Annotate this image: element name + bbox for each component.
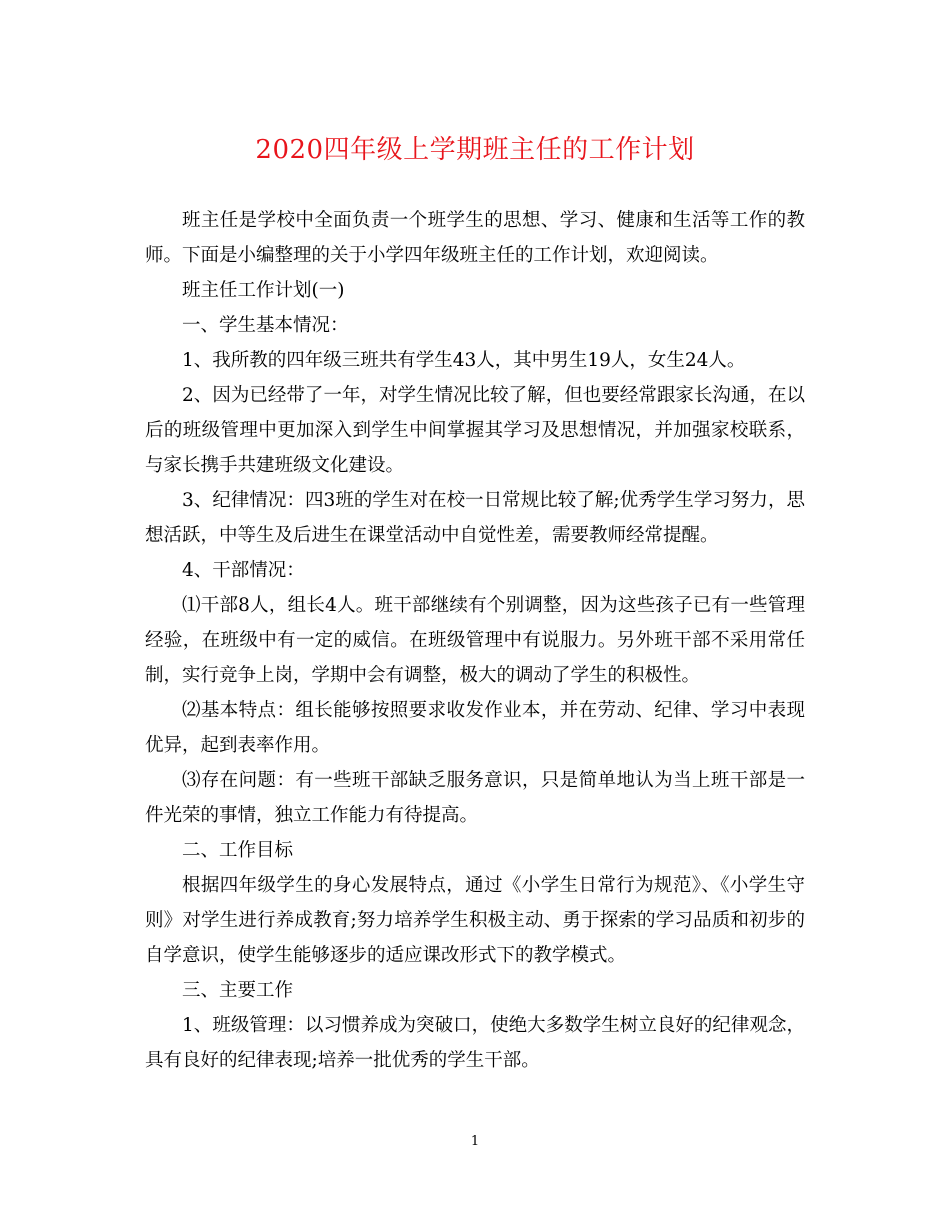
document-title: 2020四年级上学期班主任的工作计划 — [255, 135, 695, 165]
paragraph-section-3-heading: 三、主要工作 — [182, 980, 294, 1001]
paragraph-cadre-1: ⑴干部8人，组长4人。班干部继续有个别调整，因为这些孩子已有一些管理经验，在班级中有一定的威信。在班级管理中有说服力。另外班干部不采用常任制，实行竞争上岗，学期中会有调整，极大的调动了学生的积极性。 — [145, 595, 805, 686]
paragraph-class-management: 1、班级管理：以习惯养成为突破口，使绝大多数学生树立良好的纪律观念，具有良好的纪律表现;培养一批优秀的学生干部。 — [145, 1015, 805, 1071]
paragraph-section-1-heading: 一、学生基本情况： — [182, 315, 349, 336]
paragraph-goals: 根据四年级学生的身心发展特点，通过《小学生日常行为规范》、《小学生守则》对学生进行养成教育;努力培养学生积极主动、勇于探索的学习品质和初步的自学意识，使学生能够逐步的适应课改形式下的教学模式。 — [145, 875, 805, 966]
paragraph-parent-communication: 2、因为已经带了一年，对学生情况比较了解，但也要经常跟家长沟通，在以后的班级管理中更加深入到学生中间掌握其学习及思想情况，并加强家校联系，与家长携手共建班级文化建设。 — [145, 385, 805, 476]
paragraph-cadre-heading: 4、干部情况： — [182, 560, 305, 581]
page-number: 1 — [470, 1134, 480, 1149]
paragraph-cadre-3: ⑶存在问题：有一些班干部缺乏服务意识，只是简单地认为当上班干部是一件光荣的事情，独立工作能力有待提高。 — [145, 770, 805, 826]
paragraph-discipline: 3、纪律情况：四3班的学生对在校一日常规比较了解;优秀学生学习努力，思想活跃，中等生及后进生在课堂活动中自觉性差，需要教师经常提醒。 — [145, 490, 805, 546]
document-body — [145, 203, 805, 1078]
paragraph-plan-heading: 班主任工作计划(一) — [182, 280, 345, 301]
paragraph-cadre-2: ⑵基本特点：组长能够按照要求收发作业本，并在劳动、纪律、学习中表现优异，起到表率作用。 — [145, 700, 805, 756]
paragraph-intro: 班主任是学校中全面负责一个班学生的思想、学习、健康和生活等工作的教师。下面是小编整理的关于小学四年级班主任的工作计划，欢迎阅读。 — [145, 210, 805, 266]
paragraph-student-count: 1、我所教的四年级三班共有学生43人，其中男生19人，女生24人。 — [182, 350, 746, 371]
paragraph-section-2-heading: 二、工作目标 — [182, 840, 294, 861]
